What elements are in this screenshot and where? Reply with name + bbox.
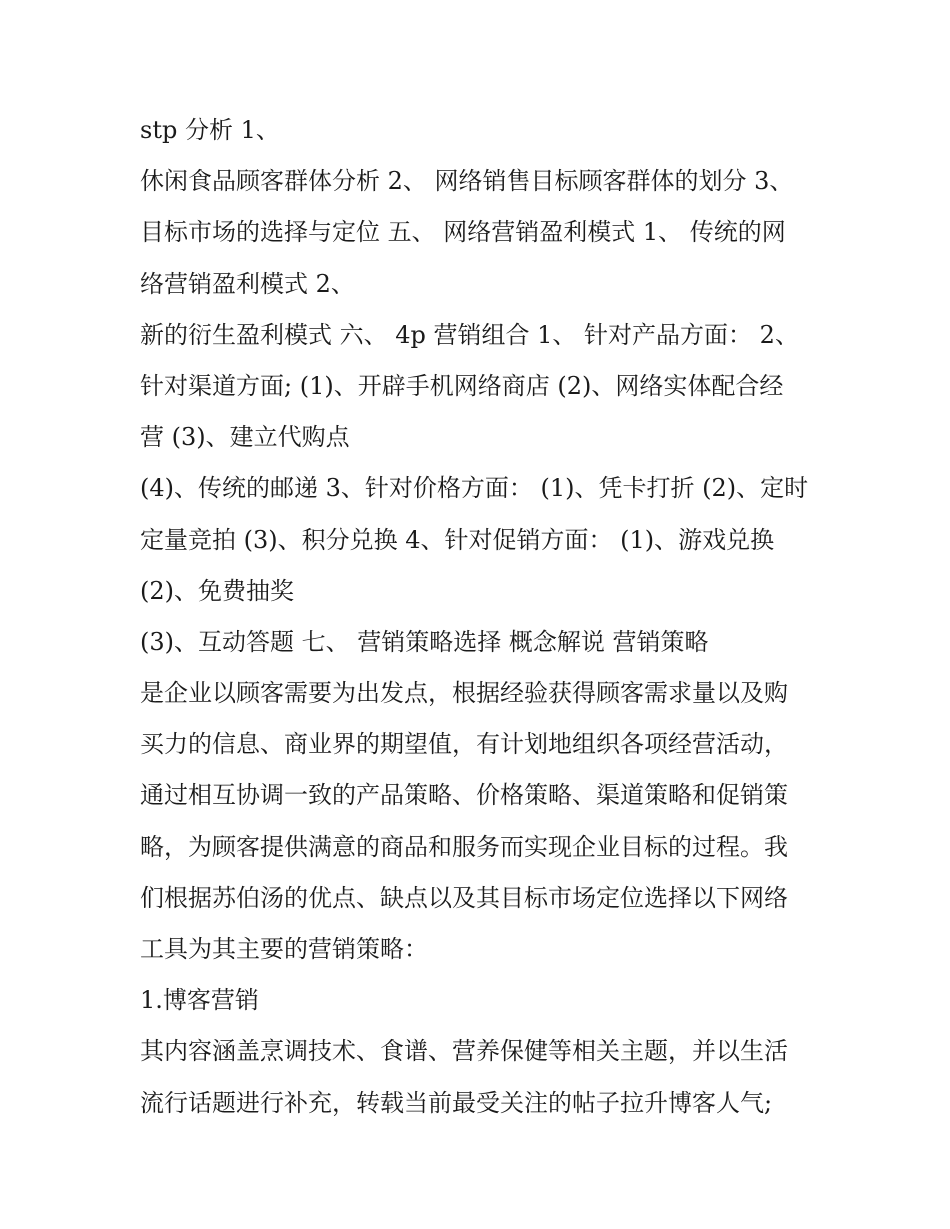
text-line: 营 (3)、建立代购点: [140, 423, 350, 452]
text-line: (2)、免费抽奖: [140, 576, 294, 605]
text-line: (3)、互动答题 七、 营销策略选择 概念解说 营销策略: [140, 627, 709, 656]
text-line: 流行话题进行补充，转载当前最受关注的帖子拉升博客人气;: [140, 1088, 773, 1117]
text-line: stp 分析 1、: [140, 116, 280, 144]
text-line: 针对渠道方面; (1)、开辟手机网络商店 (2)、网络实体配合经: [140, 371, 784, 400]
section-heading: 1.博客营销: [140, 986, 259, 1015]
text-line: 买力的信息、商业界的期望值，有计划地组织各项经营活动，: [140, 730, 788, 759]
text-line: 休闲食品顾客群体分析 2、 网络销售目标顾客群体的划分 3、: [140, 167, 794, 196]
text-line: 略，为顾客提供满意的商品和服务而实现企业目标的过程。我: [140, 832, 788, 861]
text-line: 络营销盈利模式 2、: [140, 269, 355, 298]
text-line: 们根据苏伯汤的优点、缺点以及其目标市场定位选择以下网络: [140, 883, 788, 912]
body-text: [140, 105, 830, 1129]
text-line: 目标市场的选择与定位 五、 网络营销盈利模式 1、 传统的网: [140, 218, 786, 247]
text-line: 工具为其主要的营销策略：: [140, 935, 428, 963]
text-line: 其内容涵盖烹调技术、食谱、营养保健等相关主题，并以生活: [140, 1037, 788, 1066]
text-line: 定量竞拍 (3)、积分兑换 4、针对促销方面： (1)、游戏兑换: [140, 525, 775, 554]
text-line: (4)、传统的邮递 3、针对价格方面： (1)、凭卡打折 (2)、定时: [140, 474, 809, 503]
text-line: 通过相互协调一致的产品策略、价格策略、渠道策略和促销策: [140, 781, 788, 810]
text-line: 新的衍生盈利模式 六、 4p 营销组合 1、 针对产品方面： 2、: [140, 320, 799, 349]
text-line: 是企业以顾客需要为出发点，根据经验获得顾客需求量以及购: [140, 679, 788, 708]
